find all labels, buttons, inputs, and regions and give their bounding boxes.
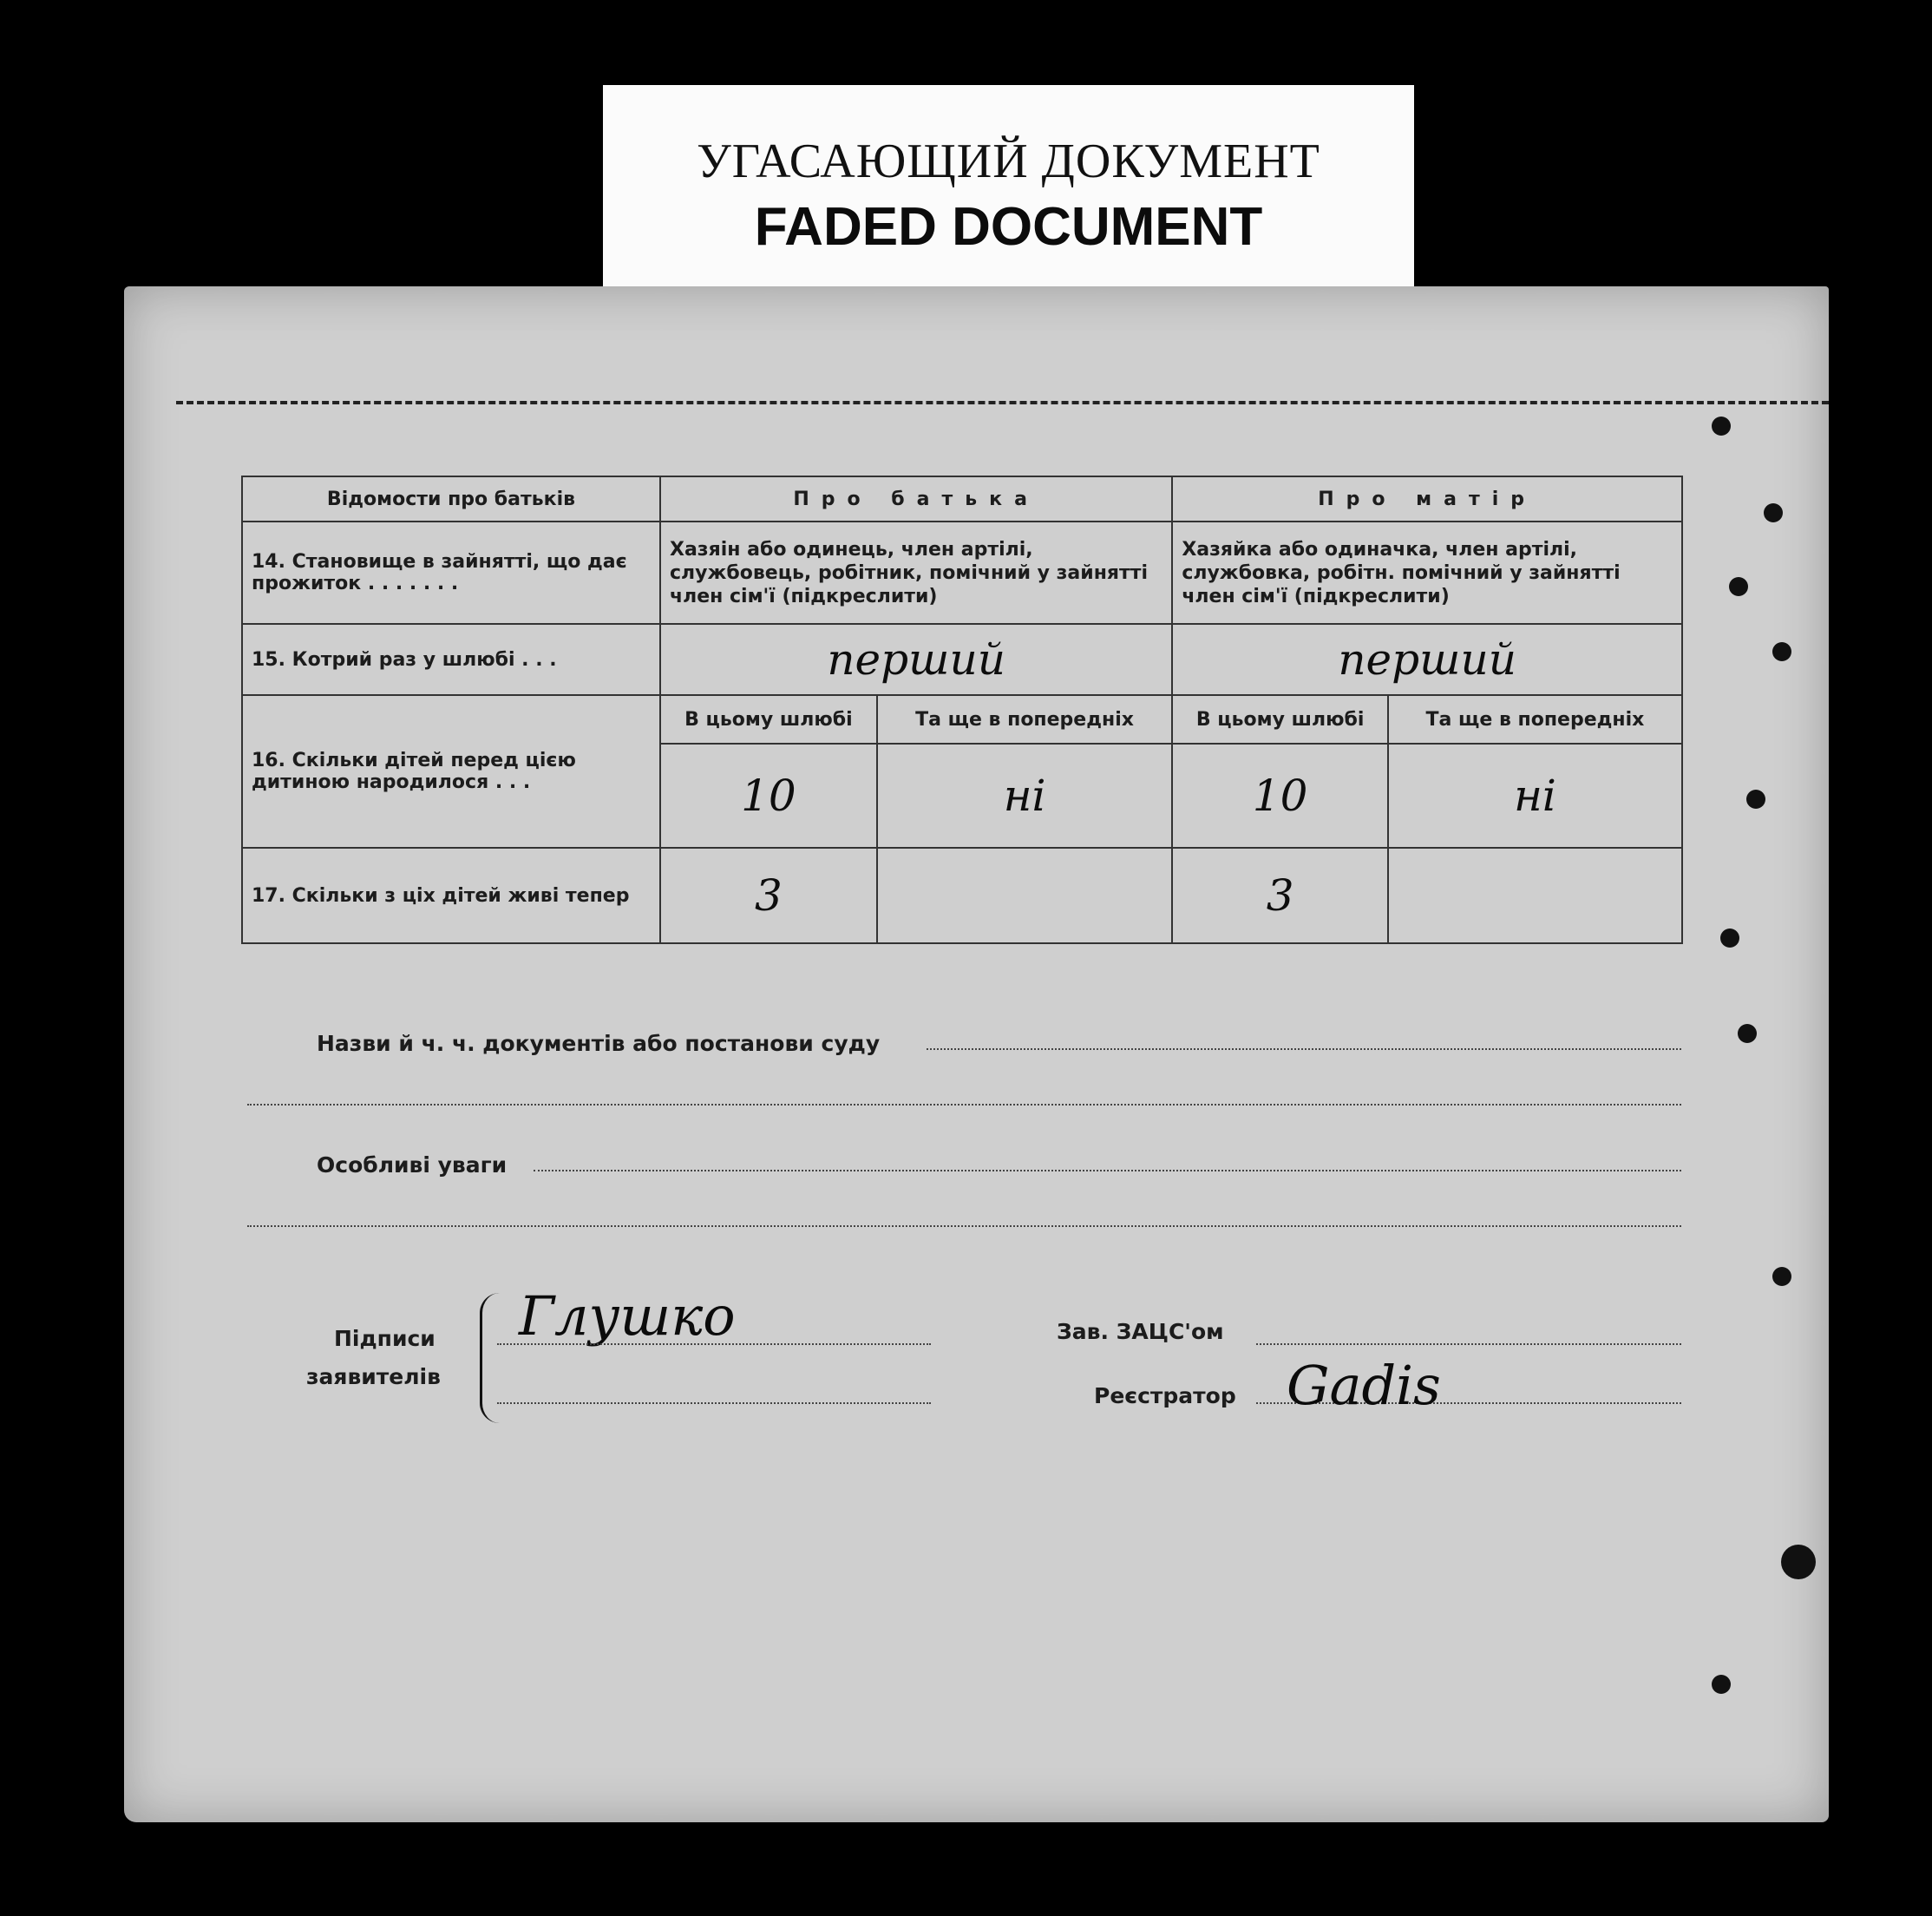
father-this-marriage-header: В цьому шлюбі: [660, 695, 877, 744]
row14-mother-options: Хазяйка або одиначка, член артілі, службовка, робітн. помічний у зайнятті член сім'ї (підкреслити): [1172, 522, 1682, 624]
binding-hole: [1781, 1545, 1816, 1579]
registrar-label: Реєстратор: [1094, 1383, 1236, 1408]
archive-label-english: FADED DOCUMENT: [754, 197, 1263, 257]
row17-father-this: 3: [660, 848, 877, 943]
row14-label: 14. Становище в зайнятті, що дає прожиток . . . . . . .: [242, 522, 660, 624]
row15-label: 15. Котрий раз у шлюбі . . .: [242, 624, 660, 695]
binding-hole: [1764, 503, 1783, 522]
table-row-14: [242, 522, 1682, 624]
binding-hole: [1712, 1675, 1731, 1694]
documents-label: Назви й ч. ч. документів або постанови суду: [317, 1031, 881, 1056]
header-father: Про батька: [660, 476, 1172, 522]
notes-line-2: [247, 1225, 1681, 1227]
header-parents-info: Відомости про батьків: [242, 476, 660, 522]
notes-label: Особливі уваги: [317, 1152, 508, 1178]
documents-line-1: [927, 1048, 1681, 1050]
table-row-17: [242, 848, 1682, 943]
head-sign-line: [1256, 1343, 1681, 1345]
head-zags-label: Зав. ЗАЦС'ом: [1057, 1319, 1224, 1344]
binding-hole: [1738, 1024, 1757, 1043]
row14-father-options: Хазяін або одинець, член артілі, службовець, робітник, помічний у зайнятті член сім'ї (підкреслити): [660, 522, 1172, 624]
row16-mother-prev: ні: [1388, 744, 1682, 848]
binding-hole: [1772, 1267, 1791, 1286]
notes-line-1: [534, 1170, 1681, 1171]
header-mother: Про матір: [1172, 476, 1682, 522]
archive-label-card: [603, 85, 1414, 286]
applicant-signature: Глушко: [519, 1284, 736, 1348]
binding-hole: [1746, 790, 1765, 809]
binding-hole: [1720, 928, 1739, 948]
row16-father-this: 10: [660, 744, 877, 848]
binding-hole: [1729, 577, 1748, 596]
mother-previous-header: Та ще в попередніх: [1388, 695, 1682, 744]
row16-label: 16. Скільки дітей перед цією дитиною народилося . . .: [242, 695, 660, 848]
row16-father-prev: ні: [877, 744, 1173, 848]
record-sheet: [124, 286, 1829, 1822]
applicant-sign-line-2: [497, 1402, 931, 1404]
binding-hole: [1772, 642, 1791, 661]
subheader-row: [242, 695, 1682, 744]
documents-line-2: [247, 1104, 1681, 1106]
archive-label-russian: УГАСАЮЩИЙ ДОКУМЕНТ: [697, 135, 1320, 188]
binding-hole: [1712, 417, 1731, 436]
row17-mother-prev: [1388, 848, 1682, 943]
row15-father-value: перший: [660, 624, 1172, 695]
table-row-15: [242, 624, 1682, 695]
row15-mother-value: перший: [1172, 624, 1682, 695]
father-previous-header: Та ще в попередніх: [877, 695, 1173, 744]
perforation-line: [176, 401, 1829, 404]
parents-info-table: [241, 476, 1683, 944]
row17-label: 17. Скільки з ціх дітей живі тепер: [242, 848, 660, 943]
table-header-row: [242, 476, 1682, 522]
signatures-label-line2: заявителів: [306, 1364, 441, 1389]
mother-this-marriage-header: В цьому шлюбі: [1172, 695, 1388, 744]
applicant-sign-line-1: [497, 1343, 931, 1345]
signatures-label-line1: Підписи: [334, 1326, 436, 1351]
row17-father-prev: [877, 848, 1173, 943]
registrar-signature: Gadis: [1287, 1354, 1441, 1417]
row16-mother-this: 10: [1172, 744, 1388, 848]
row17-mother-this: 3: [1172, 848, 1388, 943]
